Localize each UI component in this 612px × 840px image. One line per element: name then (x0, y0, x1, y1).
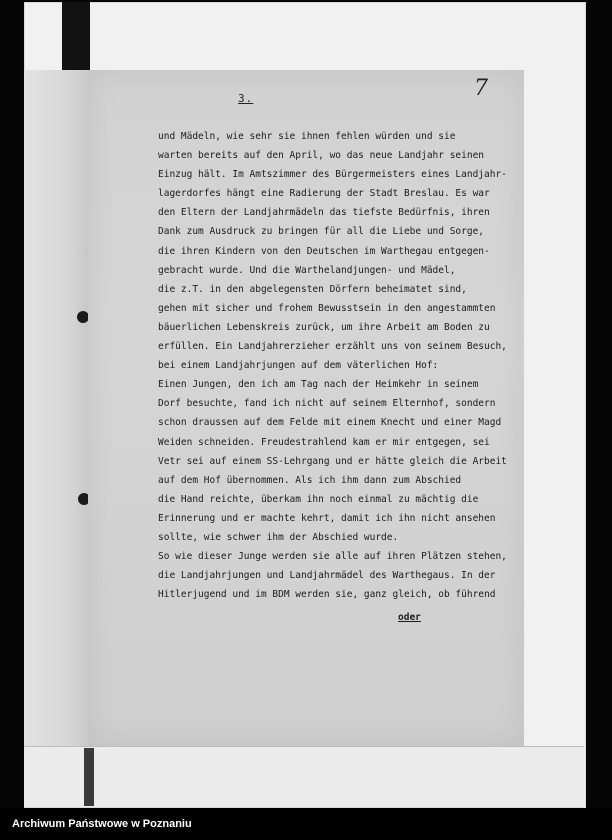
text-line: die Hand reichte, überkam ihn noch einmal zu mächtig die (158, 493, 479, 505)
left-sheet-edge (24, 70, 91, 746)
bottom-sheet-edge (24, 746, 584, 807)
folio-mark: 7 (474, 76, 488, 101)
text-line: Vetr sei auf einem SS-Lehrgang und er hätte gleich die Arbeit (158, 455, 507, 467)
text-line: und Mädeln, wie sehr sie ihnen fehlen würden und sie (158, 131, 456, 142)
text-line: gebracht wurde. Und die Warthelandjungen- und Mädel, (158, 264, 456, 276)
text-line: Dank zum Ausdruck zu bringen für all die Liebe und Sorge, (158, 226, 485, 238)
text-line: sollte, wie schwer ihm der Abschied wurde. (158, 531, 399, 543)
text-line: auf dem Hof übernommen. Als ich ihm dann zum Abschied (158, 474, 462, 486)
text-line: die z.T. in den abgelegensten Dörfern beheimatet sind, (158, 283, 467, 295)
text-line: Hitlerjugend und im BDM werden sie, ganz gleich, ob führend (158, 589, 496, 601)
text-line: Einzug hält. Im Amtszimmer des Bürgermeisters eines Landjahr- (158, 169, 507, 181)
text-line: warten bereits auf den April, wo das neue Landjahr seinen (158, 150, 485, 162)
archive-credit: Archiwum Państwowe w Poznaniu (12, 818, 192, 830)
typed-text-block (158, 127, 518, 604)
text-line: erfüllen. Ein Landjahrerzieher erzählt uns von seinem Besuch, (158, 341, 507, 353)
text-line: den Eltern der Landjahrmädeln das tiefste Bedürfnis, ihren (158, 207, 490, 219)
text-line: So wie dieser Junge werden sie alle auf ihren Plätzen stehen, (158, 551, 507, 563)
text-line: gehen mit sicher und frohem Bewusstsein in den angestammten (158, 302, 496, 314)
text-line: die Landjahrjungen und Landjahrmädel des Warthegaus. In der (158, 570, 496, 582)
document-page (88, 70, 524, 746)
page-number: 3. (238, 92, 254, 105)
text-line: bei einem Landjahrjungen auf dem väterlichen Hof: (158, 360, 439, 372)
text-line: Einen Jungen, den ich am Tag nach der Heimkehr in seinem (158, 379, 479, 391)
text-line: Dorf besuchte, fand ich nicht auf seinem Elternhof, sondern (158, 398, 496, 410)
binding-shadow (62, 2, 90, 72)
text-line: Erinnerung und er machte kehrt, damit ich ihn nicht ansehen (158, 512, 496, 524)
text-line: Weiden schneiden. Freudestrahlend kam er mir entgegen, sei (158, 436, 490, 448)
text-line: lagerdorfes hängt eine Radierung der Stadt Breslau. Es war (158, 188, 490, 200)
text-line: bäuerlichen Lebenskreis zurück, um ihre Arbeit am Boden zu (158, 321, 490, 333)
catchword: oder (398, 612, 421, 623)
bottom-binding-shadow (84, 748, 94, 806)
text-line: schon draussen auf dem Felde mit einem Knecht und einer Magd (158, 417, 502, 429)
text-line: die ihren Kindern von den Deutschen im Warthegau entgegen- (158, 245, 490, 257)
